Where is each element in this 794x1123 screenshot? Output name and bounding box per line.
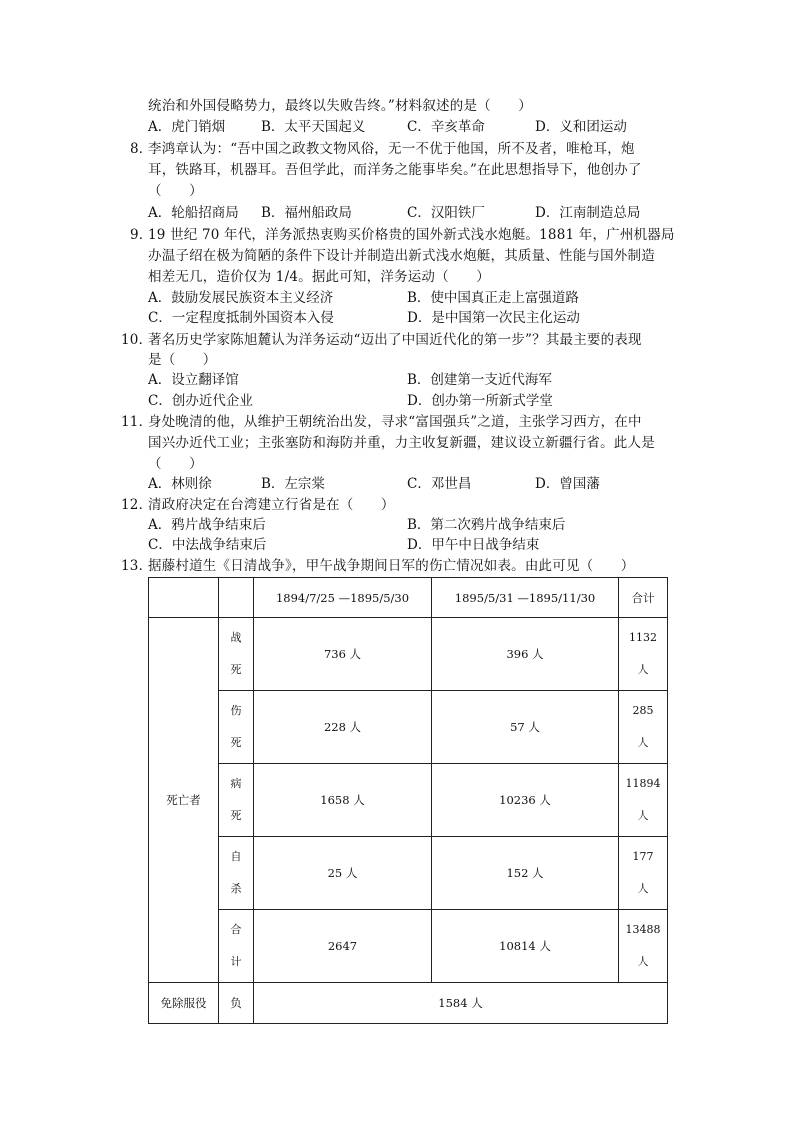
row-label-char: 伤 [230, 704, 242, 717]
question-8-line: （ ） [148, 183, 203, 199]
cell-period-1: 2647 [254, 910, 432, 983]
q12-option-a[interactable]: A．鸦片战争结束后 [148, 517, 266, 533]
cell-period-2: 10814 人 [432, 910, 619, 983]
cell-period-2: 57 人 [432, 691, 619, 764]
q7-option-a[interactable]: A．虎门销烟 [148, 119, 226, 135]
casualty-table [148, 577, 668, 1024]
table-header-total: 合计 [619, 578, 668, 618]
total-unit: 人 [637, 736, 649, 749]
cell-period-2: 10236 人 [432, 764, 619, 837]
question-11-number: 11． [121, 414, 153, 430]
row-label [219, 691, 254, 764]
cell-period-1: 736 人 [254, 618, 432, 691]
row-label-char: 自 [230, 850, 242, 863]
question-8-line: 耳，铁路耳，机器耳。吾但学此，而洋务之能事毕矣。”在此思想指导下，他创办了 [148, 162, 642, 178]
table-header-row [149, 578, 668, 618]
q12-option-d[interactable]: D．甲午中日战争结束 [407, 537, 540, 553]
question-13-line: 据藤村道生《日清战争》，甲午战争期间日军的伤亡情况如表。由此可见（ ） [148, 558, 635, 574]
total-number: 177 [632, 850, 654, 863]
question-12-number: 12． [121, 497, 153, 513]
total-number: 11894 [625, 777, 661, 790]
q9-option-b[interactable]: B．使中国真正走上富强道路 [407, 290, 579, 306]
group-label-text: 死亡者 [166, 793, 201, 807]
total-number: 285 [632, 704, 654, 717]
table-header-period-1: 1894/7/25 —1895/5/30 [254, 578, 432, 618]
question-13-number: 13． [121, 558, 153, 574]
row-label-char: 计 [230, 955, 242, 968]
cell-total [619, 691, 668, 764]
q10-option-c[interactable]: C．创办近代企业 [148, 393, 253, 409]
q12-option-c[interactable]: C．中法战争结束后 [148, 537, 267, 553]
row-label-char: 死 [230, 809, 242, 822]
question-9-number: 9． [130, 227, 153, 243]
q7-option-b[interactable]: B．太平天国起义 [261, 119, 366, 135]
q11-option-c[interactable]: C．邓世昌 [407, 476, 472, 492]
q9-option-c[interactable]: C．一定程度抵制外国资本入侵 [148, 310, 334, 326]
q11-option-a[interactable]: A．林则徐 [148, 476, 212, 492]
group-label-deaths [149, 618, 219, 983]
q11-option-b[interactable]: B．左宗棠 [261, 476, 325, 492]
table-row [149, 618, 668, 691]
cell-total [619, 618, 668, 691]
row-label-char: 合 [230, 923, 242, 936]
row-label-char: 死 [230, 736, 242, 749]
q8-option-a[interactable]: A．轮船招商局 [148, 205, 239, 221]
cell-period-1: 1658 人 [254, 764, 432, 837]
row-label [219, 764, 254, 837]
row-label [219, 837, 254, 910]
question-12-line: 清政府决定在台湾建立行省是在（ ） [148, 497, 395, 513]
q10-option-b[interactable]: B．创建第一支近代海军 [407, 372, 552, 388]
question-9-line: 19 世纪 70 年代，洋务派热衷购买价格贵的国外新式浅水炮艇。1881 年，广州机器局 [148, 227, 675, 243]
q9-option-d[interactable]: D．是中国第一次民主化运动 [407, 310, 580, 326]
table-row [149, 764, 668, 837]
cell-total [619, 837, 668, 910]
total-unit: 人 [637, 809, 649, 822]
table-row [149, 910, 668, 983]
q9-option-a[interactable]: A．鼓励发展民族资本主义经济 [148, 290, 334, 306]
q8-option-d[interactable]: D．江南制造总局 [535, 205, 641, 221]
table-row [149, 691, 668, 764]
cell-period-2: 396 人 [432, 618, 619, 691]
table-header-cell [219, 578, 254, 618]
row-label [219, 618, 254, 691]
total-number: 13488 [625, 923, 661, 936]
total-number: 1132 [629, 631, 657, 644]
question-11-line: 国兴办近代工业；主张塞防和海防并重，力主收复新疆，建议设立新疆行省。此人是 [148, 435, 655, 451]
discharge-sub-label: 负 [219, 983, 254, 1024]
discharge-label: 免除服役 [149, 983, 219, 1024]
table-header-period-2: 1895/5/31 —1895/11/30 [432, 578, 619, 618]
question-8-line: 李鸿章认为：“吾中国之政教文物风俗，无一不优于他国，所不及者，唯枪耳，炮 [148, 141, 635, 157]
q11-option-d[interactable]: D．曾国藩 [535, 476, 600, 492]
row-label-char: 病 [230, 777, 242, 790]
question-10-number: 10． [121, 332, 153, 348]
question-8-number: 8． [130, 141, 153, 157]
q10-option-a[interactable]: A．设立翻译馆 [148, 372, 239, 388]
cell-period-1: 25 人 [254, 837, 432, 910]
question-9-line: 办温子绍在极为简陋的条件下设计并制造出新式浅水炮艇，其质量、性能与国外制造 [148, 248, 655, 264]
question-9-line: 相差无几，造价仅为 1/4。据此可知，洋务运动（ ） [148, 269, 490, 285]
q7-option-d[interactable]: D．义和团运动 [535, 119, 627, 135]
row-label-char: 杀 [230, 882, 242, 895]
q7-option-c[interactable]: C．辛亥革命 [407, 119, 485, 135]
question-11-line: 身处晚清的他，从维护王朝统治出发，寻求“富国强兵”之道，主张学习西方，在中 [148, 414, 642, 430]
q8-option-b[interactable]: B．福州船政局 [261, 205, 352, 221]
row-label [219, 910, 254, 983]
question-7-text: 统治和外国侵略势力，最终以失败告终。”材料叙述的是（ ） [148, 98, 532, 114]
cell-period-1: 228 人 [254, 691, 432, 764]
question-10-line: 著名历史学家陈旭麓认为洋务运动“迈出了中国近代化的第一步”？其最主要的表现 [148, 332, 642, 348]
cell-total [619, 764, 668, 837]
cell-period-2: 152 人 [432, 837, 619, 910]
table-row [149, 837, 668, 910]
q12-option-b[interactable]: B．第二次鸦片战争结束后 [407, 517, 566, 533]
cell-total [619, 910, 668, 983]
question-10-line: 是（ ） [148, 352, 217, 368]
row-label-char: 死 [230, 663, 242, 676]
q8-option-c[interactable]: C．汉阳铁厂 [407, 205, 485, 221]
row-label-char: 战 [230, 631, 242, 644]
total-unit: 人 [637, 663, 649, 676]
total-unit: 人 [637, 955, 649, 968]
discharge-value: 1584 人 [254, 983, 668, 1024]
question-11-line: （ ） [148, 456, 203, 472]
q10-option-d[interactable]: D．创办第一所新式学堂 [407, 393, 553, 409]
table-header-cell [149, 578, 219, 618]
table-row-discharge [149, 983, 668, 1024]
total-unit: 人 [637, 882, 649, 895]
